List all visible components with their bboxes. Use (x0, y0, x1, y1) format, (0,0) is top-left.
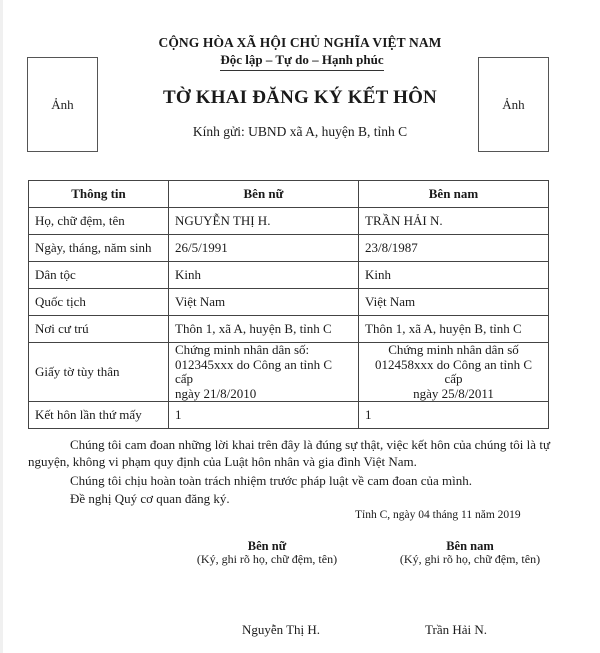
column-header-female: Bên nữ (169, 181, 359, 208)
signature-title: Bên nam (446, 539, 494, 553)
male-value: Việt Nam (359, 289, 549, 316)
female-value: NGUYỄN THỊ H. (169, 208, 359, 235)
signature-note: (Ký, ghi rõ họ, chữ đệm, tên) (399, 552, 541, 566)
table-row (29, 343, 549, 402)
photo-label: Ảnh (502, 96, 525, 112)
row-label: Ngày, tháng, năm sinh (29, 235, 169, 262)
male-id-document (359, 343, 549, 402)
male-value: TRẦN HẢI N. (359, 208, 549, 235)
signature-name-female: Nguyễn Thị H. (241, 622, 321, 637)
row-label: Dân tộc (29, 262, 169, 289)
table-row (29, 262, 549, 289)
table-header-row (29, 181, 549, 208)
row-label: Quốc tịch (29, 289, 169, 316)
row-label: Kết hôn lần thứ mấy (29, 402, 169, 429)
table-row (29, 289, 549, 316)
declaration-paragraph: Chúng tôi cam đoan những lời khai trên đây là đúng sự thật, việc kết hôn của chúng tôi là tự nguyện, không vi phạm quy định của Luật hôn nhân và gia đình Việt Nam. (28, 437, 550, 469)
signature-block-female (167, 540, 367, 566)
national-header: CỘNG HÒA XÃ HỘI CHỦ NGHĨA VIỆT NAM (158, 35, 442, 50)
id-line: 012345xxx do Công an tỉnh C cấp (175, 356, 333, 386)
table-row (29, 402, 549, 429)
column-header-male: Bên nam (359, 181, 549, 208)
row-label: Giấy tờ tùy thân (29, 343, 169, 402)
id-line: ngày 25/8/2011 (413, 385, 494, 401)
signature-block-male (370, 540, 570, 566)
male-value: 23/8/1987 (359, 235, 549, 262)
male-value: Kinh (359, 262, 549, 289)
row-label: Họ, chữ đệm, tên (29, 208, 169, 235)
responsibility-paragraph: Chúng tôi chịu hoàn toàn trách nhiệm trước pháp luật về cam đoan của mình. (70, 473, 473, 488)
id-line: 012458xxx do Công an tỉnh C cấp (374, 356, 533, 386)
female-value: 26/5/1991 (169, 235, 359, 262)
registration-table (28, 180, 549, 429)
recipient-line: Kính gửi: UBND xã A, huyện B, tỉnh C (192, 124, 408, 139)
female-value: Thôn 1, xã A, huyện B, tỉnh C (169, 316, 359, 343)
male-value: 1 (359, 402, 549, 429)
id-line: ngày 21/8/2010 (175, 385, 257, 401)
female-value: Kinh (169, 262, 359, 289)
row-label: Nơi cư trú (29, 316, 169, 343)
photo-label: Ảnh (51, 96, 74, 112)
table-row (29, 235, 549, 262)
female-value: Việt Nam (169, 289, 359, 316)
column-header-info: Thông tin (29, 181, 169, 208)
national-motto: Độc lập – Tự do – Hạnh phúc (220, 52, 383, 71)
female-id-document (169, 343, 359, 402)
signature-title: Bên nữ (247, 539, 287, 553)
male-value: Thôn 1, xã A, huyện B, tỉnh C (359, 316, 549, 343)
signature-name-male: Trần Hải N. (425, 622, 487, 637)
id-line: Chứng minh nhân dân số (388, 342, 519, 357)
document-title: TỜ KHAI ĐĂNG KÝ KẾT HÔN (163, 87, 437, 108)
signature-note: (Ký, ghi rõ họ, chữ đệm, tên) (196, 552, 338, 566)
id-line: Chứng minh nhân dân số: (175, 342, 310, 357)
table-row (29, 316, 549, 343)
date-line: Tỉnh C, ngày 04 tháng 11 năm 2019 (355, 509, 521, 521)
request-paragraph: Đề nghị Quý cơ quan đăng ký. (70, 491, 230, 506)
female-value: 1 (169, 402, 359, 429)
table-row (29, 208, 549, 235)
